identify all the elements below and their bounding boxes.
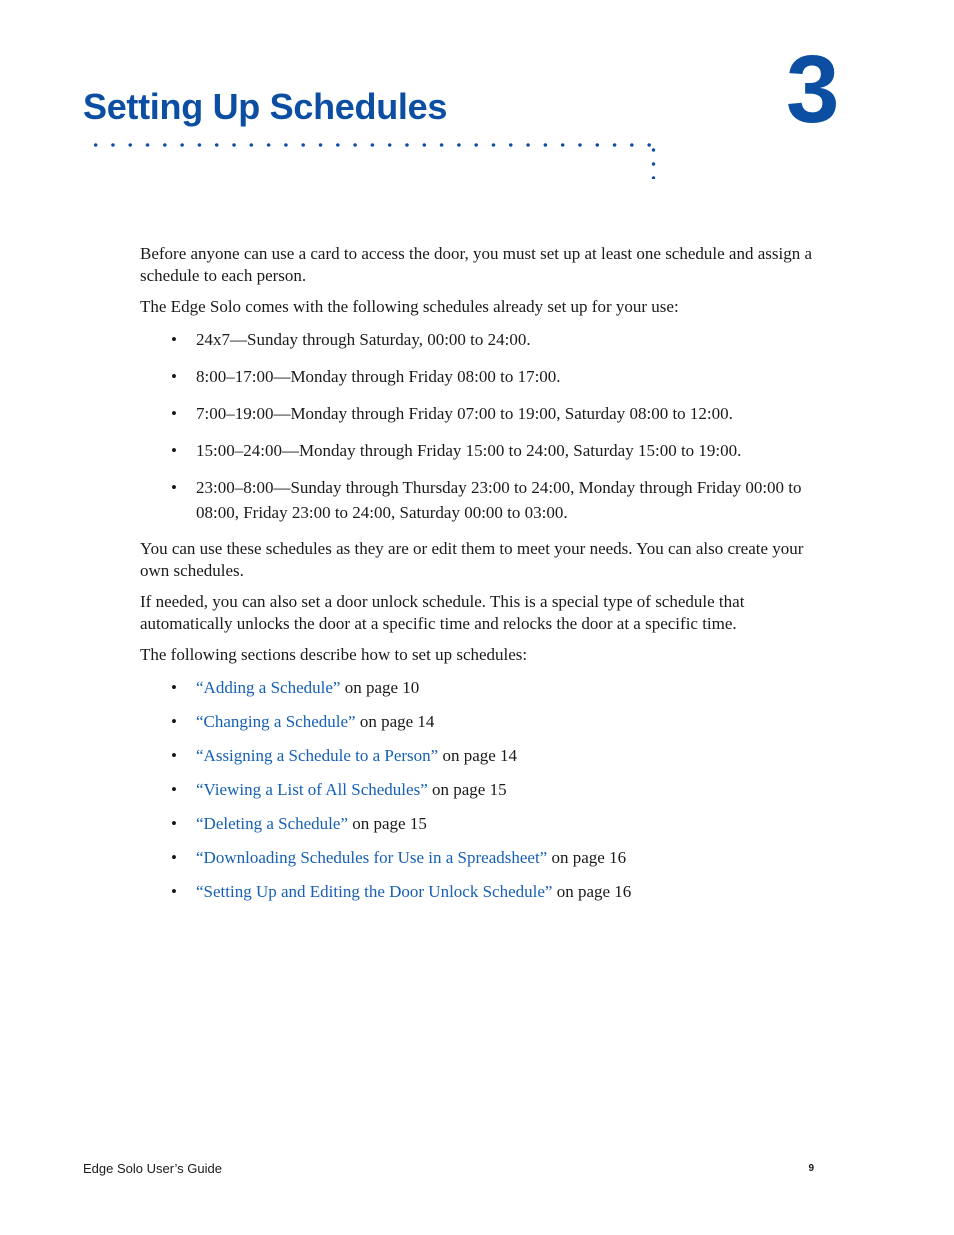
chapter-number: 3 bbox=[786, 36, 840, 143]
bullet-icon: • bbox=[171, 780, 177, 799]
list-item bbox=[140, 743, 820, 768]
section-links-list bbox=[140, 675, 820, 904]
bullet-icon: • bbox=[171, 746, 177, 765]
link-changing-a-schedule[interactable]: “Changing a Schedule” bbox=[196, 712, 356, 731]
bullet-icon: • bbox=[171, 367, 177, 386]
link-door-unlock-schedule[interactable]: “Setting Up and Editing the Door Unlock Schedule” bbox=[196, 882, 553, 901]
link-deleting-a-schedule[interactable]: “Deleting a Schedule” bbox=[196, 814, 348, 833]
list-item bbox=[140, 675, 820, 700]
footer-page-number: 9 bbox=[808, 1163, 814, 1174]
page-reference: on page 16 bbox=[547, 848, 627, 867]
bullet-icon: • bbox=[171, 882, 177, 901]
list-item bbox=[140, 811, 820, 836]
bullet-icon: • bbox=[171, 478, 177, 497]
list-item bbox=[140, 364, 820, 389]
list-item bbox=[140, 475, 820, 525]
list-item-text: 15:00–24:00—Monday through Friday 15:00 to 24:00, Saturday 15:00 to 19:00. bbox=[196, 441, 742, 460]
sections-intro: The following sections describe how to set up schedules: bbox=[140, 645, 528, 664]
bullet-icon: • bbox=[171, 404, 177, 423]
page-reference: on page 16 bbox=[552, 882, 632, 901]
link-adding-a-schedule[interactable]: “Adding a Schedule” bbox=[196, 678, 341, 697]
list-item-text: 8:00–17:00—Monday through Friday 08:00 to 17:00. bbox=[196, 367, 561, 386]
list-item-text: 24x7—Sunday through Saturday, 00:00 to 24:00. bbox=[196, 330, 531, 349]
link-viewing-schedules[interactable]: “Viewing a List of All Schedules” bbox=[196, 780, 428, 799]
bullet-icon: • bbox=[171, 814, 177, 833]
list-item bbox=[140, 777, 820, 802]
footer-guide-name: Edge Solo User’s Guide bbox=[83, 1161, 222, 1176]
link-assigning-a-schedule[interactable]: “Assigning a Schedule to a Person” bbox=[196, 746, 439, 765]
page-reference: on page 10 bbox=[340, 678, 420, 697]
bullet-icon: • bbox=[171, 330, 177, 349]
page-reference: on page 15 bbox=[348, 814, 427, 833]
list-item bbox=[140, 709, 820, 734]
list-item bbox=[140, 879, 820, 904]
list-item bbox=[140, 845, 820, 870]
page-reference: on page 14 bbox=[438, 746, 518, 765]
customize-paragraph: You can use these schedules as they are or edit them to meet your needs. You can also create your own schedules. bbox=[140, 539, 804, 580]
dotted-divider bbox=[87, 143, 657, 147]
intro-paragraph: Before anyone can use a card to access the door, you must set up at least one schedule and assign a schedule to each person. bbox=[140, 244, 813, 285]
page-reference: on page 14 bbox=[355, 712, 435, 731]
door-unlock-paragraph: If needed, you can also set a door unlock schedule. This is a special type of schedule that automatically unlocks the door at a specific time and relocks the door at a specific time. bbox=[140, 592, 745, 633]
list-item bbox=[140, 401, 820, 426]
chapter-body bbox=[140, 243, 820, 917]
page-reference: on page 15 bbox=[427, 780, 507, 799]
chapter-title: Setting Up Schedules bbox=[83, 86, 448, 127]
dotted-divider-vertical bbox=[651, 143, 656, 179]
list-item bbox=[140, 438, 820, 463]
list-item-text: 23:00–8:00—Sunday through Thursday 23:00 to 24:00, Monday through Friday 00:00 to 08:00, Friday 23:00 to 24:00, Saturday 00:00 to 03:00. bbox=[196, 478, 802, 522]
bullet-icon: • bbox=[171, 848, 177, 867]
list-item bbox=[140, 327, 820, 352]
default-schedules-intro: The Edge Solo comes with the following schedules already set up for your use: bbox=[140, 297, 679, 316]
bullet-icon: • bbox=[171, 678, 177, 697]
link-downloading-schedules[interactable]: “Downloading Schedules for Use in a Spreadsheet” bbox=[196, 848, 548, 867]
bullet-icon: • bbox=[171, 441, 177, 460]
bullet-icon: • bbox=[171, 712, 177, 731]
list-item-text: 7:00–19:00—Monday through Friday 07:00 to 19:00, Saturday 08:00 to 12:00. bbox=[196, 404, 733, 423]
default-schedules-list bbox=[140, 327, 820, 525]
